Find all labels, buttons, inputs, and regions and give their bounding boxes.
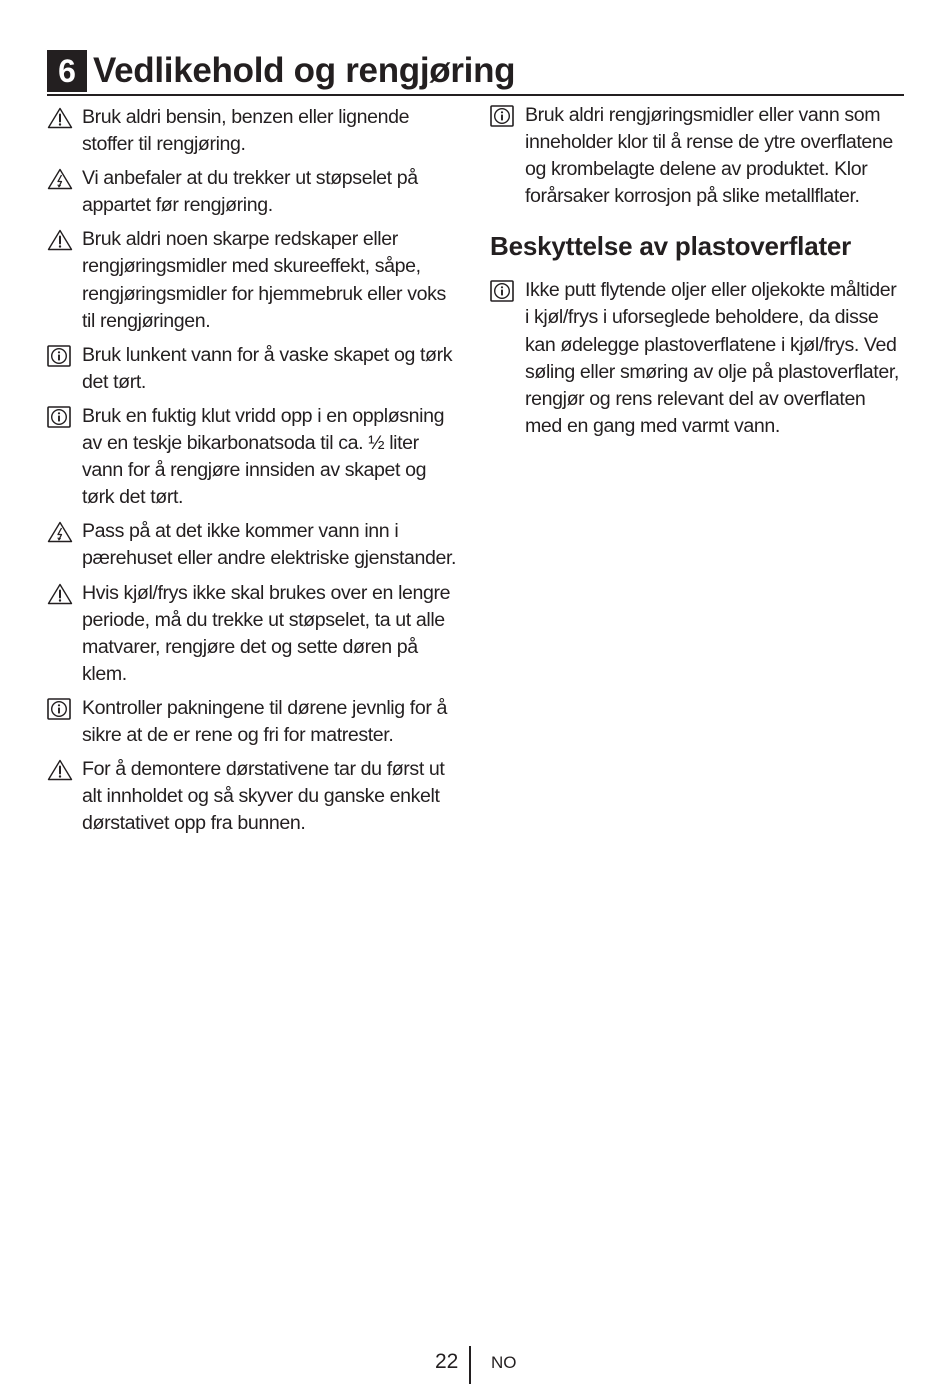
chapter-number: 6 <box>47 50 87 92</box>
list-item <box>47 580 459 688</box>
warning-icon <box>47 229 75 253</box>
item-text: Hvis kjøl/frys ikke skal brukes over en lengre periode, må du trekke ut støpselet, ta ut alle matvarer, rengjøre det og sette døren på klem. <box>82 581 451 685</box>
list-item <box>47 342 459 396</box>
warning-icon <box>47 583 75 607</box>
list-item <box>47 518 459 572</box>
item-text: Bruk en fuktig klut vridd opp i en oppløsning av en teskje bikarbonatsoda til ca. ½ liter vann for å rengjøre innsiden av skapet og tørk det tørt. <box>82 404 445 509</box>
footer-divider <box>469 1346 471 1384</box>
info-icon <box>47 406 75 430</box>
language-code: NO <box>491 1353 517 1372</box>
electric-warning-icon <box>47 521 75 545</box>
list-item <box>47 165 459 219</box>
list-item <box>47 403 459 511</box>
item-text: Bruk lunkent vann for å vaske skapet og tørk det tørt. <box>82 343 453 393</box>
left-column <box>47 104 459 844</box>
chapter-title: Vedlikehold og rengjøring <box>93 51 516 90</box>
list-item <box>490 102 905 210</box>
item-text: Bruk aldri rengjøringsmidler eller vann som inneholder klor til å rense de ytre overflatene og krombelagte delene av produktet. Klor forårsaker korrosjon på slike metallflater. <box>525 104 893 208</box>
list-item <box>47 695 459 749</box>
list-item <box>47 226 459 334</box>
list-item <box>47 104 459 158</box>
right-column <box>490 102 905 447</box>
info-icon <box>47 345 75 369</box>
item-text: Pass på at det ikke kommer vann inn i pærehuset eller andre elektriske gjenstander. <box>82 520 457 570</box>
item-text: Vi anbefaler at du trekker ut støpselet på appartet før rengjøring. <box>82 167 418 217</box>
page-number: 22 <box>435 1350 459 1373</box>
item-text: Kontroller pakningene til dørene jevnlig for å sikre at de er rene og fri for matrester. <box>82 696 447 746</box>
list-item <box>490 277 905 440</box>
warning-icon <box>47 759 75 783</box>
item-text: Bruk aldri noen skarpe redskaper eller rengjøringsmidler med skureeffekt, såpe, rengjøringsmidler for hjemmebruk eller voks til rengjøringen. <box>82 228 446 332</box>
info-icon <box>47 698 75 722</box>
warning-icon <box>47 107 75 131</box>
page-footer <box>0 1346 950 1386</box>
item-text: Ikke putt flytende oljer eller oljekokte måltider i kjøl/frys i uforseglede beholdere, da disse kan ødelegge plastoverflatene i kjøl/frys. Ved søling eller smøring av olje på plastoverflater, rengjør og rens relevant del av overflaten med en gang med varmt vann. <box>525 279 899 437</box>
item-text: Bruk aldri bensin, benzen eller lignende stoffer til rengjøring. <box>82 106 410 156</box>
info-icon <box>490 105 518 129</box>
list-item <box>47 756 459 837</box>
info-icon <box>490 280 518 304</box>
electric-warning-icon <box>47 168 75 192</box>
item-text: For å demontere dørstativene tar du først ut alt innholdet og så skyver du ganske enkelt dørstativet opp fra bunnen. <box>82 758 445 835</box>
section-title: Beskyttelse av plastoverflater <box>490 231 852 262</box>
chapter-header <box>47 48 904 96</box>
